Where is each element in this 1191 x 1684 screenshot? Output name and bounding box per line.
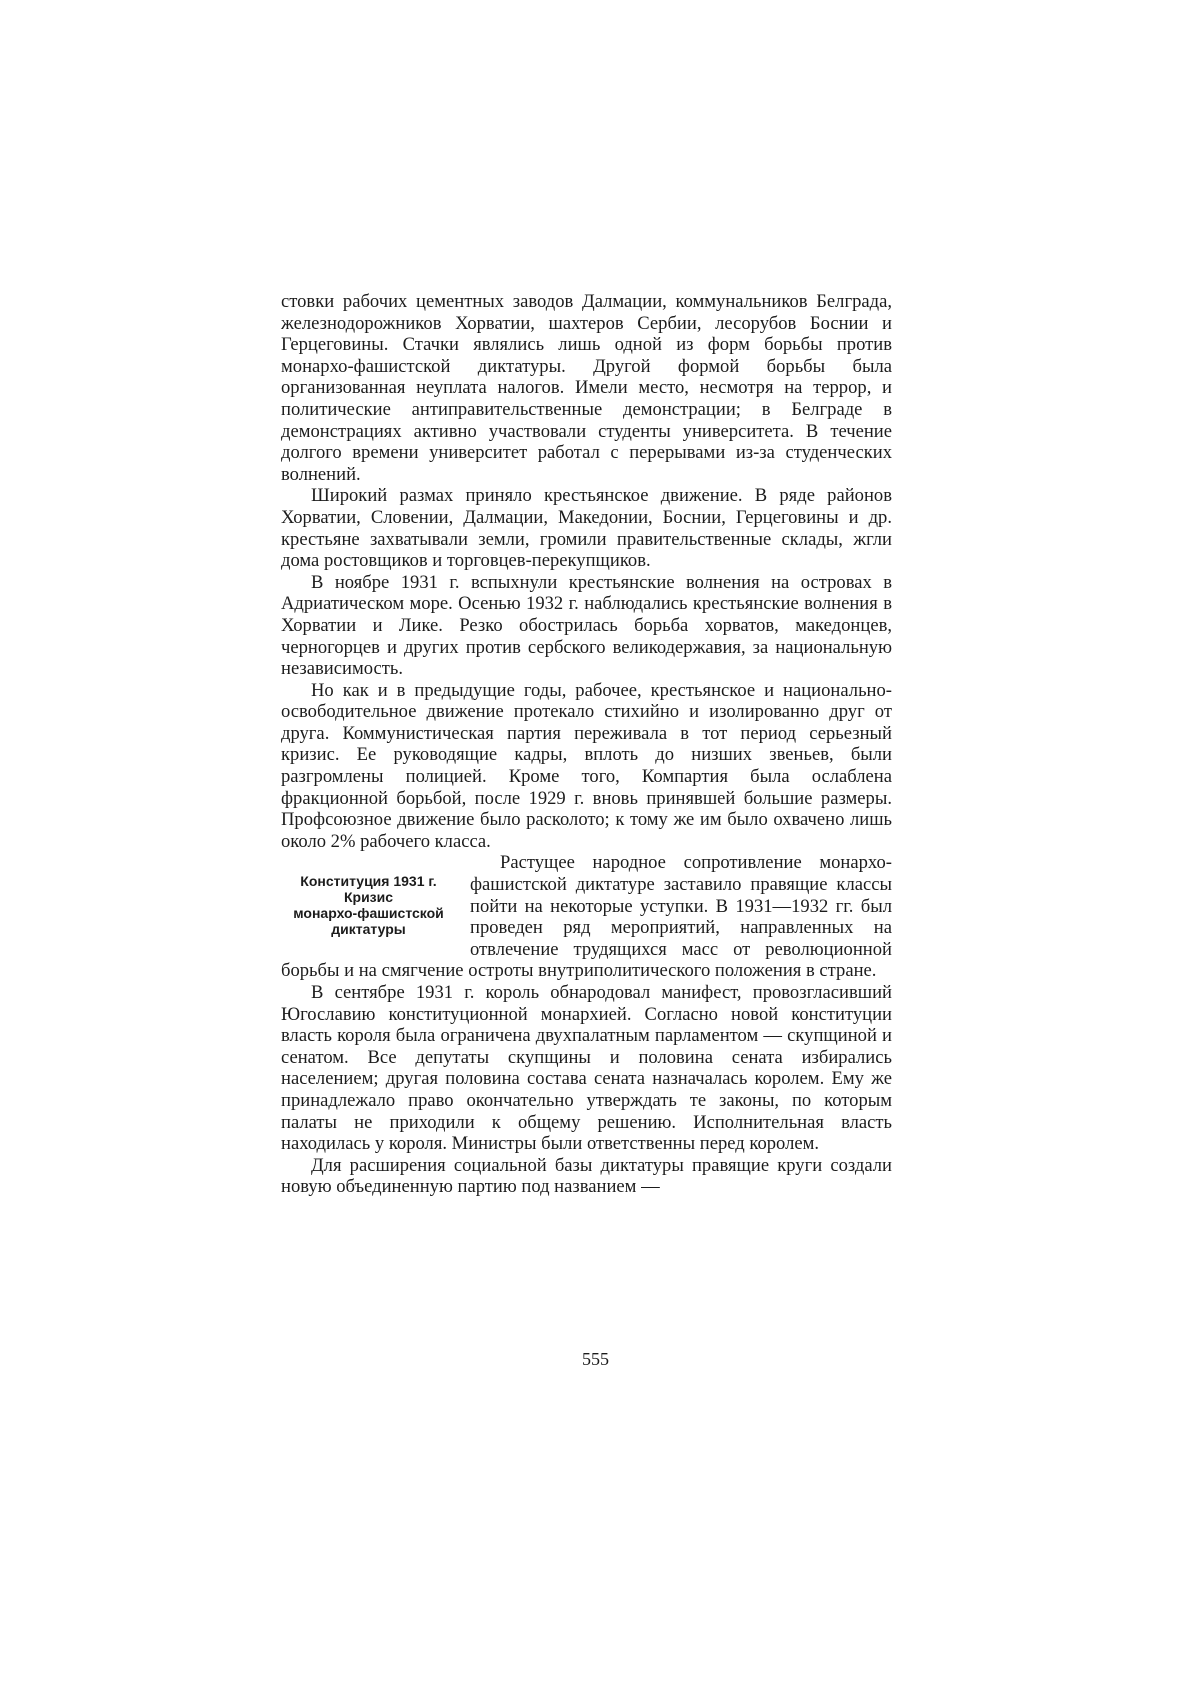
page-text-column xyxy=(281,291,892,1198)
paragraph-new-party: Для расширения социальной базы диктатуры правящие круги создали новую объединенную партию под названием — xyxy=(281,1154,892,1198)
margin-heading xyxy=(281,873,456,937)
paragraph-peasant-movement: Широкий размах приняло крестьянское движение. В ряде районов Хорватии, Словении, Далмации, Македонии, Боснии, Герцеговины и др. крестьяне захватывали земли, громили правительственные склады, жгли дома ростовщиков и торговцев-перекупщиков. xyxy=(281,485,892,572)
margin-heading-line: монархо-фашистской xyxy=(293,905,444,922)
margin-heading-line: Конституция 1931 г. xyxy=(300,873,437,890)
margin-heading-line: диктатуры xyxy=(331,921,406,938)
paragraph-continuation: стовки рабочих цементных заводов Далмации, коммунальников Белграда, железнодорожников Хорватии, шахтеров Сербии, лесорубов Боснии и Герцеговины. Стачки являлись лишь одной из форм борьбы против монархо-фашистской диктатуры. Другой формой борьбы была организованная неуплата налогов. Имели место, несмотря на террор, и политические антиправительственные демонстрации; в Белграде в демонстрациях активно участвовали студенты университета. В течение долгого времени университет работал с перерывами из-за студенческих волнений. xyxy=(281,291,892,485)
paragraph-november-1931: В ноябре 1931 г. вспыхнули крестьянские волнения на островах в Адриатическом море. Осенью 1932 г. наблюдались крестьянские волнения в Хорватии и Лике. Резко обострилась борьба хорватов, македонцев, черногорцев и других против сербского великодержавия, за национальную независимость. xyxy=(281,571,892,680)
page-number: 555 xyxy=(582,1349,609,1369)
margin-heading-line: Кризис xyxy=(343,889,394,906)
paragraph-resistance: Растущее народное сопротивление монархо-фашистской диктатуре заставило правящие классы пойти на некоторые уступки. В 1931—1932 гг. был проведен ряд мероприятий, направленных на отвлечение трудящихся масс от революционной борьбы и на смягчение остроты внутриполитического положения в стране. xyxy=(281,852,892,982)
paragraph-constitution: В сентябре 1931 г. король обнародовал манифест, провозгласивший Югославию конституционной монархией. Согласно новой конституции власть короля была ограничена двухпалатным парламентом — скупщиной и сенатом. Все депутаты скупщины и половина сената избирались населением; другая половина состава сената назначалась королем. Ему же принадлежало право окончательно утверждать те законы, по которым палаты не приходили к общему решению. Исполнительная власть находилась у короля. Министры были ответственны перед королем. xyxy=(281,982,892,1155)
paragraph-communist-party: Но как и в предыдущие годы, рабочее, крестьянское и национально-освободительное движение протекало стихийно и изолированно друг от друга. Коммунистическая партия переживала в тот период серьезный кризис. Ее руководящие кадры, вплоть до низших звеньев, были разгромлены полицией. Кроме того, Компартия была ослаблена фракционной борьбой, после 1929 г. вновь принявшей большие размеры. Профсоюзное движение было расколото; к тому же им было охвачено лишь около 2% рабочего класса. xyxy=(281,679,892,852)
